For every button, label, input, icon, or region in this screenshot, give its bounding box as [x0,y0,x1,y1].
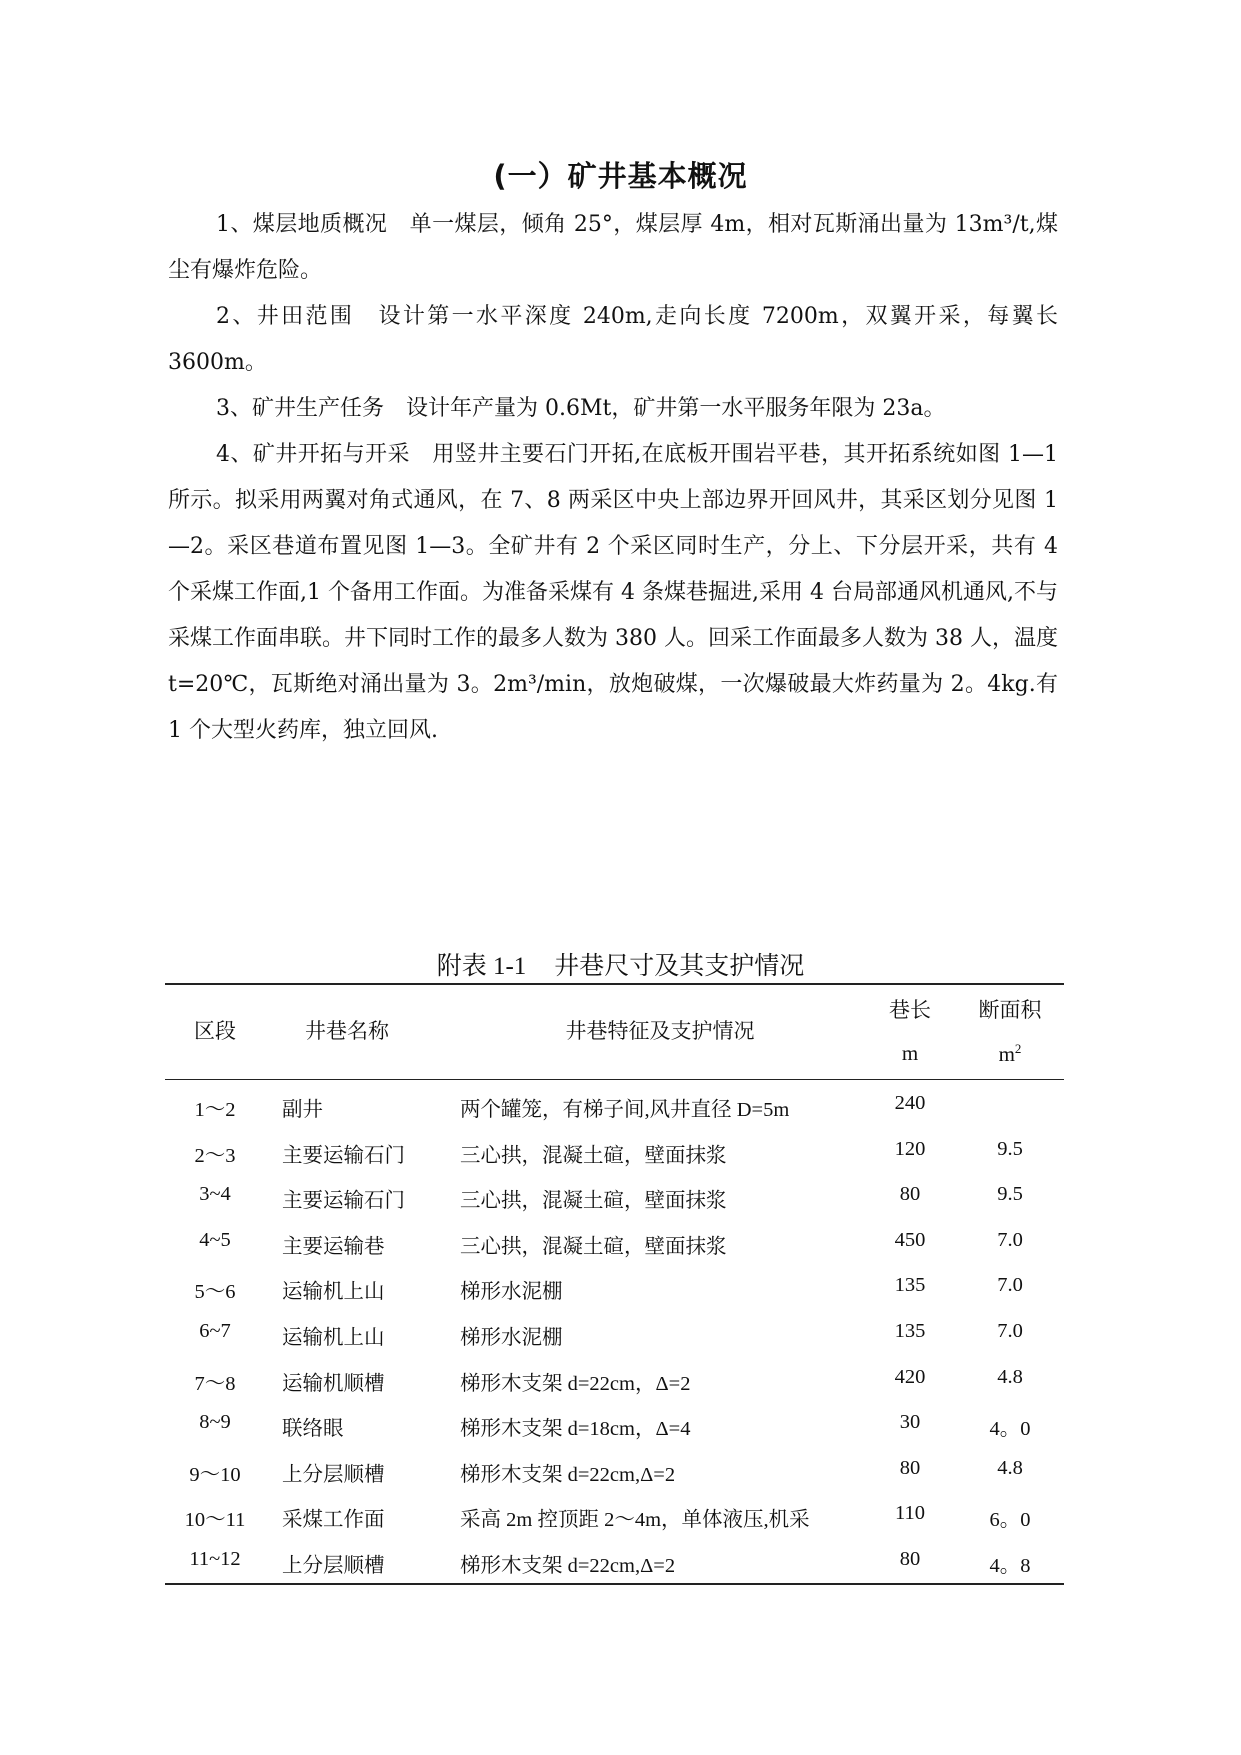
cell-length: 120 [894,1138,926,1160]
cell-feature: 梯形水泥棚 [460,1327,563,1349]
header-area: 断面积 [978,998,1042,1022]
cell-name: 运输机上山 [282,1281,385,1303]
cell-length: 135 [894,1320,926,1342]
cell-length: 240 [894,1092,926,1114]
header-feature: 井巷特征及支护情况 [565,1019,755,1043]
cell-name: 主要运输石门 [282,1145,405,1167]
cell-segment: 3~4 [199,1183,231,1205]
cell-feature: 采高 2m 控顶距 2～4m，单体液压,机采 [460,1509,810,1531]
cell-name: 采煤工作面 [282,1509,385,1531]
cell-length: 80 [899,1183,921,1205]
cell-length: 80 [899,1548,921,1570]
cell-segment: 5～6 [194,1281,236,1303]
cell-segment: 2～3 [194,1145,236,1167]
cell-segment: 6~7 [199,1320,231,1342]
header-segment: 区段 [194,1019,236,1043]
paragraph-geology: 1、煤层地质概况 单一煤层，倾角 25°，煤层厚 4m，相对瓦斯涌出量为 13m³/t,煤尘有爆炸危险。 [168,212,1058,283]
cell-area: 4.8 [997,1366,1023,1388]
cell-length: 135 [894,1274,926,1296]
cell-name: 运输机顺槽 [282,1373,385,1395]
section-title: (一）矿井基本概况 [493,159,748,193]
cell-name: 联络眼 [282,1418,344,1440]
cell-length: 450 [894,1229,926,1251]
cell-area: 4.8 [997,1457,1023,1479]
cell-name: 运输机上山 [282,1327,385,1349]
cell-segment: 8~9 [199,1411,231,1433]
header-length-unit: m [901,1041,919,1065]
table-top-rule [165,983,1064,985]
header-area-unit: $m^2$ [998,1041,1022,1066]
cell-length: 110 [895,1502,925,1524]
cell-segment: 9～10 [189,1464,241,1486]
header-length: 巷长 [889,998,931,1022]
cell-length: 80 [899,1457,921,1479]
cell-area: 9.5 [997,1138,1023,1160]
cell-area: 7.0 [997,1320,1023,1342]
cell-feature: 三心拱，混凝土碹，壁面抹浆 [460,1190,727,1212]
cell-feature: 梯形木支架 d=22cm，Δ=2 [460,1373,691,1395]
paragraph-production: 3、矿井生产任务 设计年产量为 0.6Mt，矿井第一水平服务年限为 23a。 [216,396,946,421]
cell-segment: 4~5 [199,1229,231,1251]
header-name: 井巷名称 [305,1019,389,1043]
cell-segment: 1～2 [194,1099,236,1121]
cell-name: 上分层顺槽 [282,1464,385,1486]
cell-feature: 三心拱，混凝土碹，壁面抹浆 [460,1236,727,1258]
cell-name: 主要运输巷 [282,1236,385,1258]
table-header-rule [165,1079,1064,1080]
cell-area: 7.0 [997,1274,1023,1296]
table-caption-text: 井巷尺寸及其支护情况 [554,951,805,980]
cell-segment: 7～8 [194,1373,236,1395]
cell-feature: 两个罐笼，有梯子间,风井直径 D=5m [460,1099,790,1121]
cell-area: 6。0 [989,1509,1031,1531]
cell-feature: 梯形木支架 d=22cm,Δ=2 [460,1555,676,1577]
cell-feature: 梯形水泥棚 [460,1281,563,1303]
cell-name: 副井 [282,1099,323,1121]
table-caption-number: 附表 1-1 [436,953,527,980]
table-bottom-rule [165,1583,1064,1585]
cell-segment: 10～11 [184,1509,246,1531]
cell-name: 上分层顺槽 [282,1555,385,1577]
cell-area: 4。8 [989,1555,1031,1577]
paragraph-development: 4、矿井开拓与开采 用竖井主要石门开拓,在底板开围岩平巷，其开拓系统如图 1—1 所示。拟采用两翼对角式通风，在 7、8 两采区中央上部边界开回风井，其采区划分见图 1—2。采区巷道布置见图 1—3。全矿井有 2 个采区同时生产，分上、下分层开采，共有 4 个采煤工作面,1 个备用工作面。为准备采煤有 4 条煤巷掘进,采用 4 台局部通风机通风,不与采煤工作面串联。井下同时工作的最多人数为 380 人。回采工作面最多人数为 38 人，温度 t=20℃，瓦斯绝对涌出量为 3。2m³/min，放炮破煤，一次爆破最大炸药量为 2。4kg.有 1 个大型火药库，独立回风. [168,442,1058,743]
cell-feature: 梯形木支架 d=18cm，Δ=4 [460,1418,691,1440]
cell-feature: 三心拱，混凝土碹，壁面抹浆 [460,1145,727,1167]
cell-area: 4。0 [989,1418,1031,1440]
cell-name: 主要运输石门 [282,1190,405,1212]
cell-area: 7.0 [997,1229,1023,1251]
cell-area: 9.5 [997,1183,1023,1205]
paragraph-field-range: 2、井田范围 设计第一水平深度 240m,走向长度 7200m，双翼开采，每翼长 3600m。 [168,304,1058,375]
cell-segment: 11~12 [189,1548,241,1570]
table-caption [0,946,1241,982]
cell-length: 420 [894,1366,926,1388]
cell-length: 30 [899,1411,921,1433]
cell-feature: 梯形木支架 d=22cm,Δ=2 [460,1464,676,1486]
